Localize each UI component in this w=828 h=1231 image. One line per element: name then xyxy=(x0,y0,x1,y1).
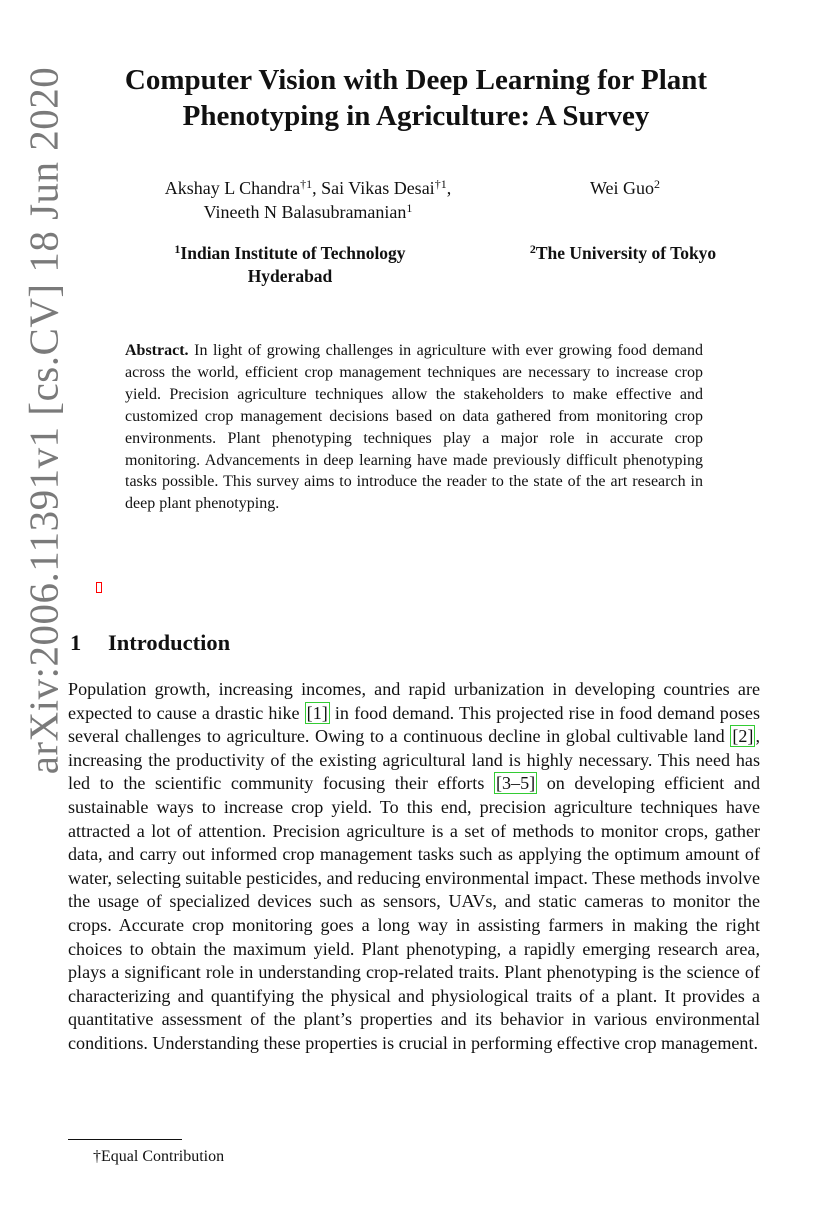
section-number: 1 xyxy=(70,630,82,655)
title-line-1: Computer Vision with Deep Learning for Plant xyxy=(124,64,708,96)
abstract xyxy=(125,340,703,515)
citation-link[interactable]: [3–5] xyxy=(495,773,536,794)
citation-link[interactable]: [2] xyxy=(732,726,754,747)
footnote: †Equal Contribution xyxy=(93,1148,225,1165)
author-mark: 2 xyxy=(654,177,661,191)
affiliation-2 xyxy=(492,242,754,265)
author-mark: †1 xyxy=(300,177,313,191)
arxiv-stamp xyxy=(14,60,74,780)
author-block-left: Akshay L Chandra$^{\dagger 1}$, Sai Vikas Desai$^{\dagger 1}$, Vineeth N Balasubramanian$^1$ xyxy=(164,177,452,222)
section-title: Introduction xyxy=(108,630,231,655)
intro-text: in food demand. This projected rise in food demand poses several challenges to agriculture. Owing to a continuous decline in global cultivable land xyxy=(68,702,760,747)
author-name: Sai Vikas Desai xyxy=(321,178,435,198)
author-mark: †1 xyxy=(434,177,447,191)
author-name: Akshay L Chandra xyxy=(164,178,301,198)
paper-title xyxy=(76,62,756,134)
affiliation-1 xyxy=(120,242,460,288)
intro-text: on developing efficient and sustainable ways to increase crop yield. To this end, precision agriculture techniques have attracted a lot of attention. Precision agriculture is a set of methods to monitor crops, gather data, and carry out informed crop management tasks such as applying the optimum amount of water, selecting suitable pesticides, and reducing environmental impact. These methods involve the usage of specialized devices such as sensors, UAVs, and static cameras to monitor the crops. Accurate crop monitoring goes a long way in assisting farmers in making the right choices to obtain the maximum yield. Plant phenotyping, a rapidly emerging research area, plays a significant role in understanding crop-related traits. Plant phenotyping is the science of characterizing and quantifying the physical and physiological traits of a plant. It provides a quantitative assessment of the plant’s properties and its behavior in various environmental conditions. Understanding these properties is crucial in performing effective crop management. xyxy=(68,773,760,1053)
affiliation-name: The University of Tokyo xyxy=(535,243,717,263)
arxiv-stamp-text: arXiv:2006.11391v1 [cs.CV] 18 Jun 2020 xyxy=(20,66,67,774)
affiliation-mark: 1 xyxy=(174,242,181,256)
author-name: Vineeth N Balasubramanian xyxy=(203,202,407,222)
intro-text: Population growth, increasing incomes, and rapid urbanization in developing countries are expected to cause a drastic hike xyxy=(68,679,760,723)
title-line-2: Phenotyping in Agriculture: A Survey xyxy=(182,100,650,132)
intro-text: , increasing the productivity of the existing agricultural land is highly necessary. This need has led to the scientific community focusing their efforts xyxy=(68,726,760,794)
author-name: Wei Guo xyxy=(589,178,655,198)
affiliation-name-cont: Hyderabad xyxy=(247,266,333,286)
affiliation-name: Indian Institute of Technology xyxy=(180,243,406,263)
section-heading xyxy=(70,628,230,658)
author-block-right xyxy=(560,176,690,200)
abstract-text: In light of growing challenges in agriculture with ever growing food demand across the world, efficient crop management techniques are necessary to increase crop yield. Precision agriculture techniques allow the stakeholders to make effective and customized crop management decisions based on data gathered from monitoring crop environments. Plant phenotyping techniques play a major role in accurate crop monitoring. Advancements in deep learning have made previously difficult phenotyping tasks possible. This survey aims to introduce the reader to the state of the art research in deep plant phenotyping. xyxy=(125,342,704,513)
intro-paragraph xyxy=(68,678,760,1056)
annotation-marker xyxy=(96,582,102,593)
affiliation-mark: 2 xyxy=(529,242,536,256)
footnote-divider xyxy=(68,1139,182,1140)
abstract-label: Abstract. xyxy=(125,342,189,359)
author-mark: 1 xyxy=(406,201,413,215)
citation-link[interactable]: [1] xyxy=(306,702,328,723)
